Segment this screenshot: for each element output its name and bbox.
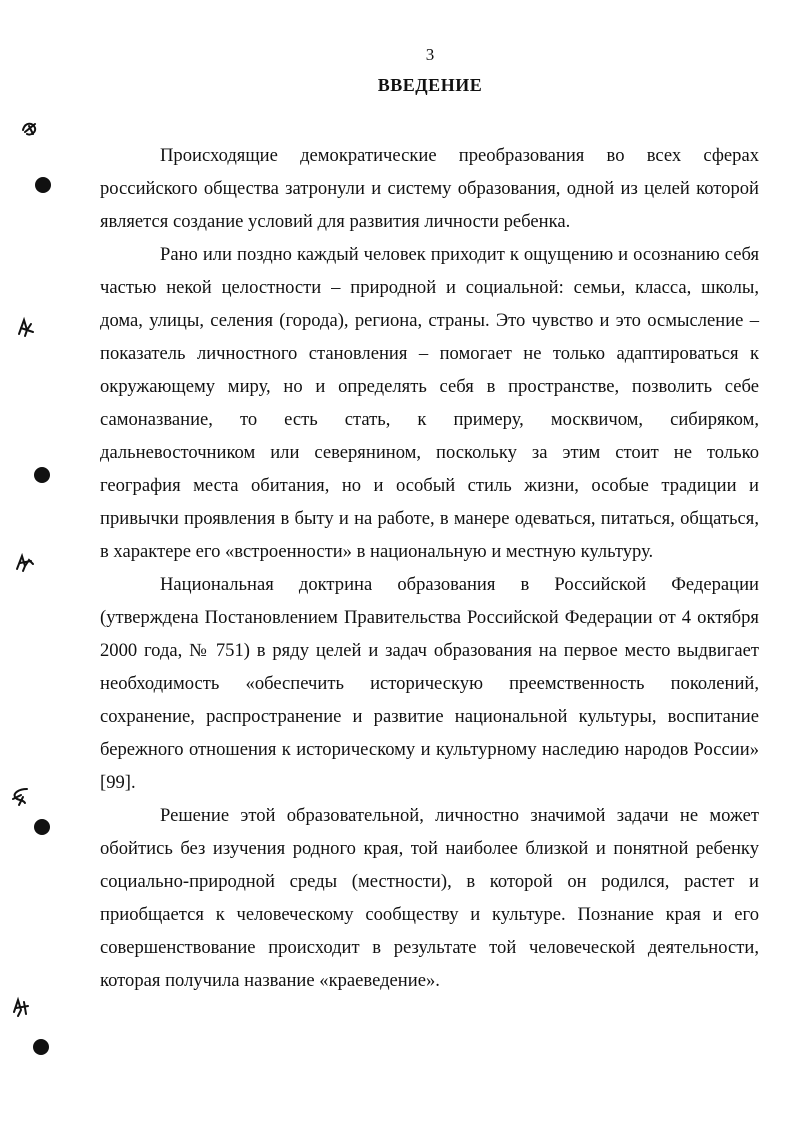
document-body (100, 139, 759, 997)
handwritten-mark-icon (14, 551, 36, 573)
binder-hole-dot-icon (33, 1039, 49, 1055)
binder-hole-dot-icon (34, 819, 50, 835)
paragraph-2: Рано или поздно каждый человек приходит к ощущению и осознанию себя частью некой целостности – природной и социальной: семьи, класса, школы, дома, улицы, селения (города), региона, страны. Это чувство и это осмысление – показатель личностного становления – помогает не только адаптироваться к окружающему миру, но и определять себя в пространстве, позволить себе самоназвание, то есть стать, к примеру, москвичом, сибиряком, дальневосточником или северянином, поскольку за этим стоит не только география места обитания, но и особый стиль жизни, особые традиции и привычки проявления в быту и на работе, в манере одеваться, питаться, общаться, в характере его «встроенности» в национальную и местную культуру. (100, 244, 759, 562)
paragraph-4: Решение этой образовательной, личностно значимой задачи не может обойтись без изучения родного края, той наиболее близкой и понятной ребенку социально-природной среды (местности), в которой он родился, растет и приобщается к человеческому сообществу и культуре. Познание края и его совершенствование происходит в результате той человеческой деятельности, которая получила название «краеведение». (100, 805, 759, 991)
paragraph-3: Национальная доктрина образования в Российской Федерации (утверждена Постановлением Правительства Российской Федерации от 4 октября 2000 года, № 751) в ряду целей и задач образования на первое место выдвигает необходимость «обеспечить историческую преемственность поколений, сохранение, распространение и развитие национальной культуры, воспитание бережного отношения к историческому и культурному наследию народов России» [99]. (100, 574, 759, 793)
paragraph-1: Происходящие демократические преобразования во всех сферах российского общества затронули и систему образования, одной из целей которой является создание условий для развития личности ребенка. (100, 145, 759, 232)
binder-hole-dot-icon (35, 177, 51, 193)
handwritten-mark-icon (19, 118, 41, 140)
handwritten-mark-icon (10, 996, 32, 1018)
handwritten-mark-icon (15, 316, 37, 338)
handwritten-mark-icon (9, 785, 31, 807)
binder-hole-dot-icon (34, 467, 50, 483)
page-title: ВВЕДЕНИЕ (377, 75, 483, 95)
page-number: 3 (425, 45, 435, 64)
